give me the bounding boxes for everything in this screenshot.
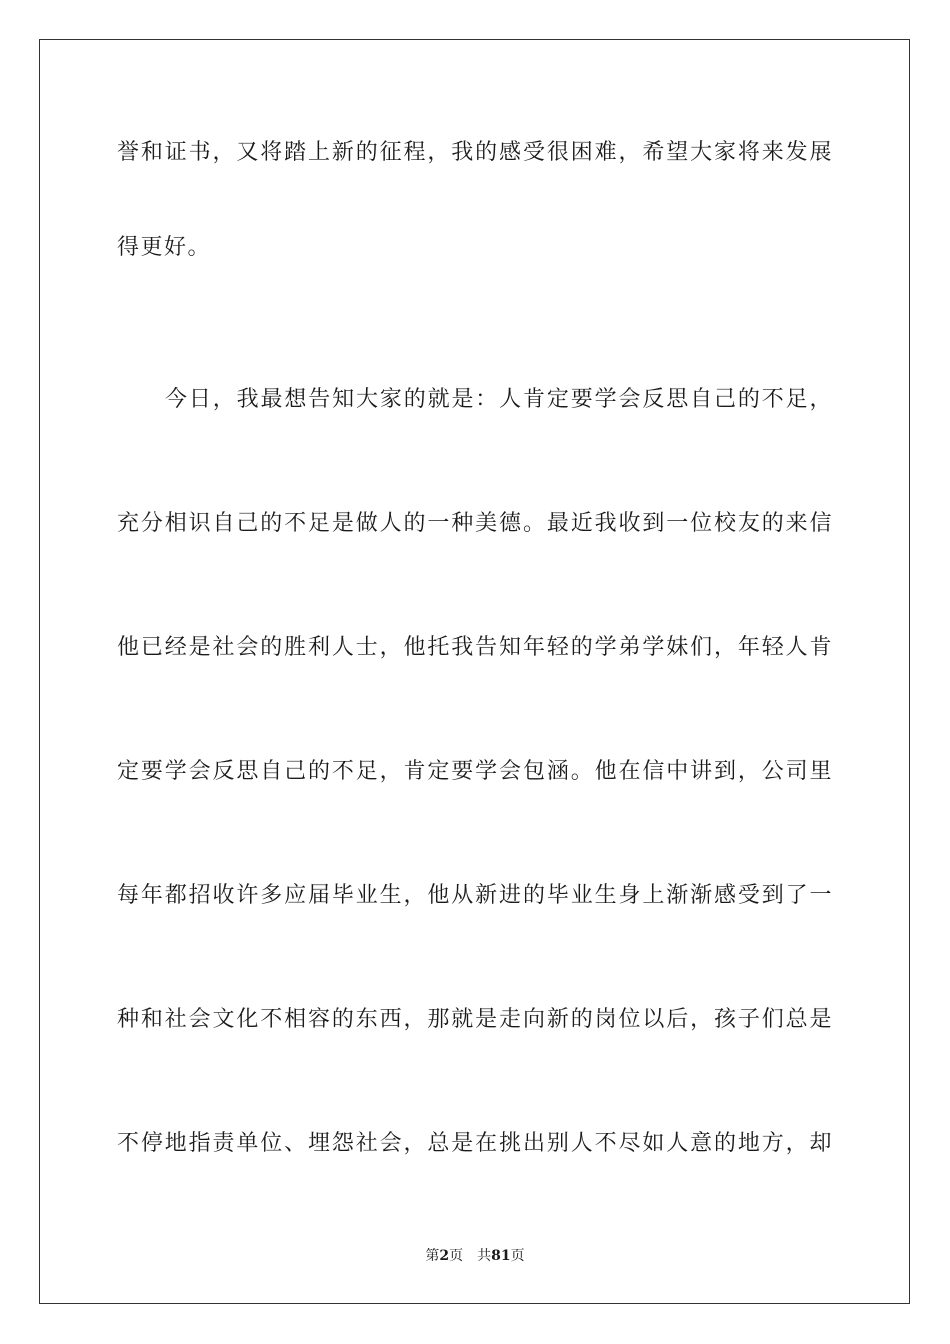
page-footer [0,1246,950,1266]
body-line-5: 他已经是社会的胜利人士，他托我告知年轻的学弟学妹们，年轻人肯 [117,635,833,660]
page-prefix: 第 [425,1248,440,1264]
total-prefix: 共 [477,1248,492,1264]
body-line-9: 不停地指责单位、埋怨社会，总是在挑出别人不尽如人意的地方，却 [117,1131,833,1156]
body-line-2: 得更好。 [117,235,212,260]
body-line-4: 充分相识自己的不足是做人的一种美德。最近我收到一位校友的来信 [117,511,833,536]
total-pages: 81 [491,1248,511,1264]
total-suffix: 页 [510,1248,525,1264]
body-line-7: 每年都招收许多应届毕业生，他从新进的毕业生身上渐渐感受到了一 [117,883,833,908]
page-suffix: 页 [449,1248,464,1264]
page-border [39,39,910,1304]
page-number: 2 [439,1248,450,1264]
body-line-1: 誉和证书，又将踏上新的征程，我的感受很困难，希望大家将来发展 [117,140,833,165]
body-line-6: 定要学会反思自己的不足，肯定要学会包涵。他在信中讲到，公司里 [117,759,833,784]
body-line-3: 今日，我最想告知大家的就是：人肯定要学会反思自己的不足， [165,387,833,412]
body-line-8: 种和社会文化不相容的东西，那就是走向新的岗位以后，孩子们总是 [117,1007,833,1032]
